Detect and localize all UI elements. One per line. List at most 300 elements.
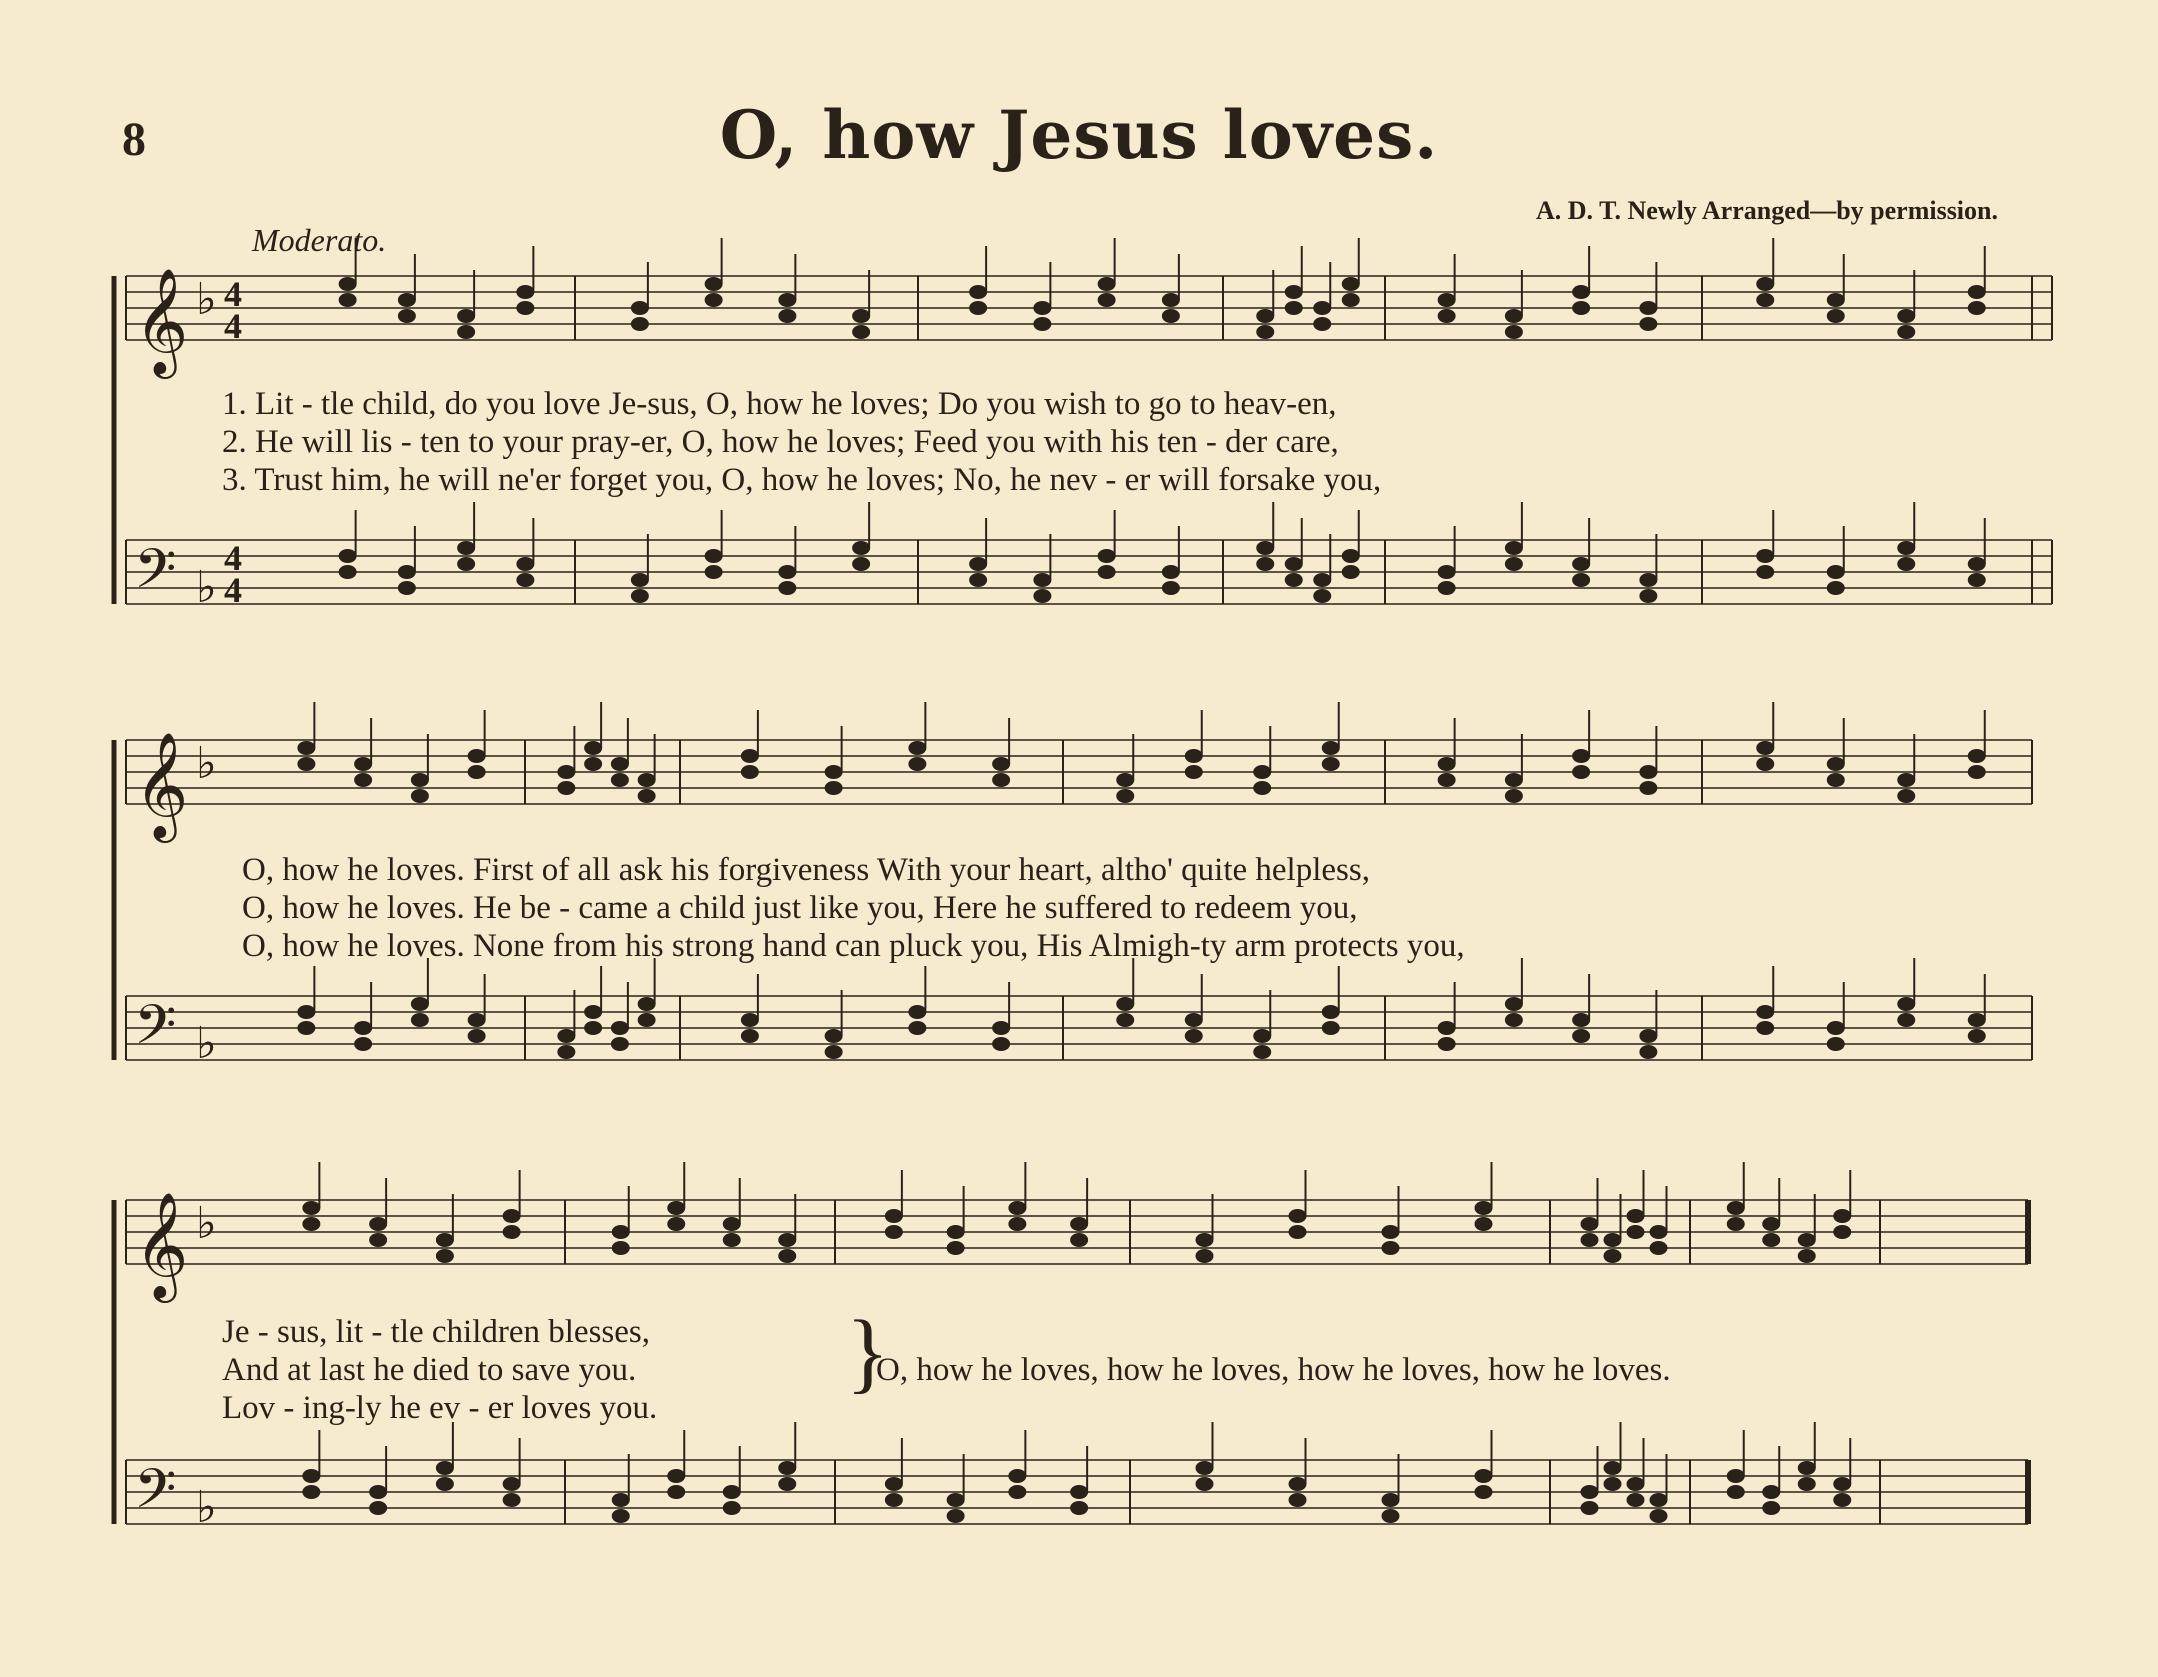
notehead: [1438, 565, 1456, 579]
notehead: [457, 557, 475, 571]
notehead: [1289, 1493, 1307, 1507]
flat-key-signature-icon: ♭: [196, 562, 217, 613]
notehead: [631, 301, 649, 315]
system3-verse2: And at last he died to save you.: [222, 1352, 637, 1388]
notehead: [1098, 549, 1116, 563]
notehead: [1572, 749, 1590, 763]
notehead: [1475, 1217, 1493, 1231]
notehead: [1438, 773, 1456, 787]
notehead: [503, 1209, 521, 1223]
notehead: [1382, 1225, 1400, 1239]
notehead: [778, 565, 796, 579]
notehead: [1650, 1225, 1668, 1239]
notehead: [1604, 1477, 1622, 1491]
notehead: [436, 1233, 454, 1247]
notehead: [1322, 741, 1340, 755]
notehead: [1008, 1201, 1026, 1215]
notehead: [1505, 773, 1523, 787]
notehead: [885, 1209, 903, 1223]
notehead: [584, 741, 602, 755]
system3-verse1: Je - sus, lit - tle children blesses,: [222, 1314, 651, 1350]
notehead: [1505, 325, 1523, 339]
notehead: [1196, 1461, 1214, 1475]
notehead: [1572, 765, 1590, 779]
notehead: [1897, 773, 1915, 787]
notehead: [1289, 1209, 1307, 1223]
notehead: [969, 285, 987, 299]
notehead: [1253, 1029, 1271, 1043]
notehead: [436, 1477, 454, 1491]
notehead: [1185, 765, 1203, 779]
notehead: [1762, 1501, 1780, 1515]
notehead: [1639, 573, 1657, 587]
notehead: [1070, 1485, 1088, 1499]
notehead: [638, 773, 656, 787]
notehead: [1475, 1201, 1493, 1215]
notehead: [667, 1485, 685, 1499]
notehead: [612, 1493, 630, 1507]
notehead: [1162, 293, 1180, 307]
notehead: [1650, 1493, 1668, 1507]
notehead: [354, 757, 372, 771]
notehead: [1342, 565, 1360, 579]
notehead: [631, 317, 649, 331]
notehead: [297, 757, 315, 771]
notehead: [1833, 1209, 1851, 1223]
notehead: [705, 565, 723, 579]
notehead: [457, 309, 475, 323]
notehead: [1627, 1477, 1645, 1491]
notehead: [1116, 789, 1134, 803]
notehead: [1070, 1233, 1088, 1247]
notehead: [1756, 549, 1774, 563]
flat-key-signature-icon: ♭: [196, 1482, 217, 1533]
notehead: [1604, 1461, 1622, 1475]
notehead: [468, 749, 486, 763]
flat-key-signature-icon: ♭: [196, 274, 217, 325]
notehead: [1827, 773, 1845, 787]
notehead: [1572, 285, 1590, 299]
notehead: [611, 1021, 629, 1035]
notehead: [354, 1021, 372, 1035]
notehead: [1256, 541, 1274, 555]
notehead: [436, 1461, 454, 1475]
notehead: [638, 1013, 656, 1027]
notehead: [1727, 1217, 1745, 1231]
tempo-marking: Moderato.: [252, 222, 387, 258]
notehead: [612, 1241, 630, 1255]
notehead: [852, 309, 870, 323]
notehead: [1196, 1249, 1214, 1263]
notehead: [516, 557, 534, 571]
system1-verse3: 3. Trust him, he will ne'er forget you, O, how he loves; No, he nev - er will forsake you,: [222, 462, 1382, 498]
treble-clef-icon: 𝄞: [134, 267, 189, 374]
notehead: [611, 773, 629, 787]
notehead: [302, 1201, 320, 1215]
notehead: [1968, 765, 1986, 779]
system2-verse3: O, how he loves. None from his strong hand can pluck you, His Almigh-ty arm protects you,: [242, 928, 1465, 964]
page-number: 8: [122, 113, 146, 166]
notehead: [1505, 1013, 1523, 1027]
notehead: [723, 1501, 741, 1515]
notehead: [468, 1029, 486, 1043]
notehead: [1727, 1201, 1745, 1215]
notehead: [411, 997, 429, 1011]
notehead: [1008, 1469, 1026, 1483]
verse-brace: }: [846, 1303, 890, 1402]
notehead: [503, 1225, 521, 1239]
notehead: [1827, 293, 1845, 307]
notehead: [667, 1469, 685, 1483]
notehead: [468, 1013, 486, 1027]
notehead: [947, 1241, 965, 1255]
notehead: [825, 1029, 843, 1043]
notehead: [1033, 301, 1051, 315]
notehead: [1968, 285, 1986, 299]
system1-verse1: 1. Lit - tle child, do you love Je-sus, O, how he loves; Do you wish to go to heav-en,: [222, 386, 1337, 422]
notehead: [1475, 1485, 1493, 1499]
notehead: [741, 1029, 759, 1043]
notehead: [1756, 1005, 1774, 1019]
notehead: [1639, 589, 1657, 603]
notehead: [1581, 1501, 1599, 1515]
notehead: [1505, 997, 1523, 1011]
notehead: [1438, 293, 1456, 307]
notehead: [557, 765, 575, 779]
notehead: [339, 549, 357, 563]
notehead: [1833, 1477, 1851, 1491]
notehead: [1727, 1469, 1745, 1483]
bass-clef-icon: 𝄢: [134, 537, 177, 614]
notehead: [1897, 997, 1915, 1011]
notehead: [1505, 557, 1523, 571]
notehead: [1604, 1233, 1622, 1247]
notehead: [503, 1477, 521, 1491]
notehead: [457, 541, 475, 555]
notehead: [1827, 1037, 1845, 1051]
notehead: [1968, 749, 1986, 763]
notehead: [1572, 557, 1590, 571]
notehead: [992, 757, 1010, 771]
notehead: [302, 1217, 320, 1231]
notehead: [1827, 581, 1845, 595]
notehead: [1098, 565, 1116, 579]
notehead: [1438, 309, 1456, 323]
notehead: [705, 277, 723, 291]
notehead: [339, 565, 357, 579]
notehead: [1968, 301, 1986, 315]
notehead: [1505, 309, 1523, 323]
system3-verse3: Lov - ing-ly he ev - er loves you.: [222, 1390, 658, 1426]
notehead: [778, 1461, 796, 1475]
notehead: [741, 1013, 759, 1027]
notehead: [825, 781, 843, 795]
notehead: [992, 1037, 1010, 1051]
notehead: [516, 285, 534, 299]
notehead: [1639, 1045, 1657, 1059]
notehead: [1627, 1209, 1645, 1223]
notehead: [398, 309, 416, 323]
notehead: [1762, 1217, 1780, 1231]
notehead: [1650, 1509, 1668, 1523]
flat-key-signature-icon: ♭: [196, 1198, 217, 1249]
notehead: [631, 573, 649, 587]
notehead: [369, 1501, 387, 1515]
notehead: [369, 1233, 387, 1247]
notehead: [1438, 1021, 1456, 1035]
notehead: [1627, 1225, 1645, 1239]
notehead: [908, 757, 926, 771]
notehead: [1162, 581, 1180, 595]
notehead: [667, 1201, 685, 1215]
notehead: [1968, 1029, 1986, 1043]
notehead: [1322, 1005, 1340, 1019]
notehead: [411, 1013, 429, 1027]
flat-key-signature-icon: ♭: [196, 738, 217, 789]
notehead: [302, 1469, 320, 1483]
notehead: [908, 1021, 926, 1035]
notehead: [1322, 1021, 1340, 1035]
notehead: [705, 293, 723, 307]
notehead: [1116, 997, 1134, 1011]
notehead: [705, 549, 723, 563]
notehead: [1438, 1037, 1456, 1051]
notehead: [825, 1045, 843, 1059]
notehead: [723, 1485, 741, 1499]
notehead: [1827, 565, 1845, 579]
notehead: [584, 757, 602, 771]
notehead: [885, 1225, 903, 1239]
notehead: [1727, 1485, 1745, 1499]
notehead: [1756, 741, 1774, 755]
notehead: [557, 1045, 575, 1059]
arrangement-credit: A. D. T. Newly Arranged—by permission.: [1536, 196, 1998, 225]
notehead: [1116, 773, 1134, 787]
notehead: [584, 1021, 602, 1035]
time-signature-bottom: 4: [224, 306, 242, 346]
notehead: [1253, 765, 1271, 779]
notehead: [1342, 549, 1360, 563]
notehead: [969, 573, 987, 587]
notehead: [1196, 1233, 1214, 1247]
notehead: [411, 789, 429, 803]
notehead: [852, 557, 870, 571]
notehead: [852, 541, 870, 555]
notehead: [1342, 277, 1360, 291]
notehead: [1285, 557, 1303, 571]
notehead: [1098, 277, 1116, 291]
notehead: [1604, 1249, 1622, 1263]
notehead: [1505, 789, 1523, 803]
notehead: [468, 765, 486, 779]
notehead: [1185, 1029, 1203, 1043]
notehead: [339, 293, 357, 307]
notehead: [1762, 1233, 1780, 1247]
notehead: [1382, 1241, 1400, 1255]
notehead: [1313, 317, 1331, 331]
treble-clef-icon: 𝄞: [134, 1191, 189, 1298]
system1-verse2: 2. He will lis - ten to your pray-er, O, how he loves; Feed you with his ten - der care,: [222, 424, 1339, 460]
notehead: [516, 301, 534, 315]
notehead: [1827, 1021, 1845, 1035]
notehead: [398, 581, 416, 595]
notehead: [1627, 1493, 1645, 1507]
notehead: [1256, 309, 1274, 323]
notehead: [503, 1493, 521, 1507]
notehead: [516, 573, 534, 587]
notehead: [1798, 1249, 1816, 1263]
notehead: [1756, 1021, 1774, 1035]
notehead: [778, 1233, 796, 1247]
notehead: [992, 773, 1010, 787]
notehead: [1897, 325, 1915, 339]
notehead: [638, 997, 656, 1011]
notehead: [1505, 541, 1523, 555]
notehead: [992, 1021, 1010, 1035]
notehead: [1833, 1225, 1851, 1239]
notehead: [1253, 1045, 1271, 1059]
notehead: [1185, 749, 1203, 763]
notehead: [1572, 1029, 1590, 1043]
notehead: [778, 309, 796, 323]
notehead: [1033, 589, 1051, 603]
notehead: [369, 1485, 387, 1499]
notehead: [1256, 557, 1274, 571]
notehead: [1897, 557, 1915, 571]
notehead: [908, 741, 926, 755]
notehead: [1581, 1233, 1599, 1247]
notehead: [723, 1233, 741, 1247]
notehead: [1285, 573, 1303, 587]
notehead: [1572, 1013, 1590, 1027]
notehead: [908, 1005, 926, 1019]
notehead: [1650, 1241, 1668, 1255]
notehead: [1833, 1493, 1851, 1507]
notehead: [778, 581, 796, 595]
time-signature-top: 4: [224, 538, 242, 578]
notehead: [1639, 1029, 1657, 1043]
hymn-title: O, how Jesus loves.: [719, 96, 1439, 174]
notehead: [1897, 1013, 1915, 1027]
notehead: [612, 1509, 630, 1523]
notehead: [297, 741, 315, 755]
flat-key-signature-icon: ♭: [196, 1018, 217, 1069]
notehead: [436, 1249, 454, 1263]
notehead: [778, 1477, 796, 1491]
notehead: [612, 1225, 630, 1239]
notehead: [354, 1037, 372, 1051]
notehead: [969, 301, 987, 315]
notehead: [1756, 565, 1774, 579]
notehead: [1285, 285, 1303, 299]
notehead: [1897, 309, 1915, 323]
notehead: [611, 1037, 629, 1051]
notehead: [398, 293, 416, 307]
notehead: [398, 565, 416, 579]
notehead: [1798, 1233, 1816, 1247]
time-signature-bottom: 4: [224, 570, 242, 610]
notehead: [1162, 565, 1180, 579]
treble-clef-icon: 𝄞: [134, 731, 189, 838]
notehead: [1581, 1485, 1599, 1499]
notehead: [1033, 573, 1051, 587]
notehead: [369, 1217, 387, 1231]
notehead: [667, 1217, 685, 1231]
notehead: [584, 1005, 602, 1019]
notehead: [354, 773, 372, 787]
notehead: [1639, 317, 1657, 331]
notehead: [1639, 781, 1657, 795]
notehead: [339, 277, 357, 291]
notehead: [947, 1493, 965, 1507]
notehead: [1162, 309, 1180, 323]
notehead: [1438, 581, 1456, 595]
notehead: [297, 1021, 315, 1035]
notehead: [1008, 1485, 1026, 1499]
bass-clef-icon: 𝄢: [134, 993, 177, 1070]
notehead: [557, 1029, 575, 1043]
notehead: [1798, 1477, 1816, 1491]
notehead: [411, 773, 429, 787]
notehead: [638, 789, 656, 803]
notehead: [1313, 301, 1331, 315]
notehead: [297, 1005, 315, 1019]
notehead: [1438, 757, 1456, 771]
system3-refrain: O, how he loves, how he loves, how he loves, how he loves.: [876, 1352, 1671, 1388]
notehead: [1827, 757, 1845, 771]
notehead: [1968, 557, 1986, 571]
notehead: [885, 1477, 903, 1491]
notehead: [1070, 1217, 1088, 1231]
notehead: [1639, 301, 1657, 315]
notehead: [1572, 301, 1590, 315]
notehead: [1313, 589, 1331, 603]
notehead: [1008, 1217, 1026, 1231]
notehead: [1827, 309, 1845, 323]
notehead: [1572, 573, 1590, 587]
notehead: [1342, 293, 1360, 307]
notehead: [825, 765, 843, 779]
system2-verse2: O, how he loves. He be - came a child just like you, Here he suffered to redeem you,: [242, 890, 1358, 926]
notehead: [1756, 277, 1774, 291]
notehead: [1581, 1217, 1599, 1231]
notehead: [778, 1249, 796, 1263]
notehead: [1313, 573, 1331, 587]
notehead: [1253, 781, 1271, 795]
notehead: [778, 293, 796, 307]
bass-clef-icon: 𝄢: [134, 1457, 177, 1534]
notehead: [1968, 1013, 1986, 1027]
notehead: [1256, 325, 1274, 339]
notehead: [1289, 1477, 1307, 1491]
notehead: [1382, 1493, 1400, 1507]
notehead: [1322, 757, 1340, 771]
notehead: [1756, 757, 1774, 771]
notehead: [1475, 1469, 1493, 1483]
notehead: [1382, 1509, 1400, 1523]
system2-verse1: O, how he loves. First of all ask his forgiveness With your heart, altho' quite helpless,: [242, 852, 1370, 888]
notehead: [1070, 1501, 1088, 1515]
notehead: [1897, 541, 1915, 555]
notehead: [1756, 293, 1774, 307]
notehead: [457, 325, 475, 339]
notehead: [1033, 317, 1051, 331]
notehead: [1968, 573, 1986, 587]
notehead: [1196, 1477, 1214, 1491]
notehead: [1116, 1013, 1134, 1027]
notehead: [557, 781, 575, 795]
notehead: [741, 765, 759, 779]
